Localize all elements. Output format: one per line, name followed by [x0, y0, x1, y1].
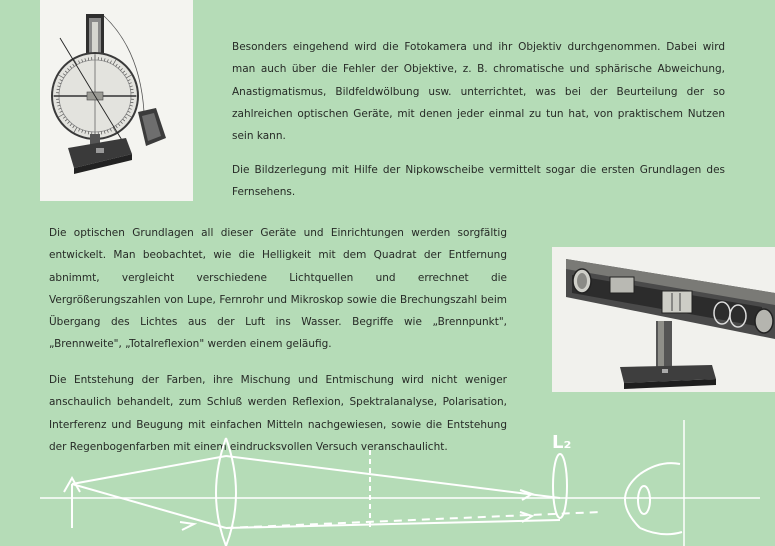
- paragraph-nipkow-disc: Die Bildzerlegung mit Hilfe der Nipkowscheibe vermittelt sogar die ersten Grundlagen des Fernsehens.: [232, 164, 725, 199]
- ray-converging-bottom: [226, 520, 560, 528]
- ray-diagram-lines: [40, 420, 760, 546]
- lens-ray-diagram: [0, 420, 775, 546]
- ray-top: [72, 456, 226, 484]
- paragraph-optical-foundations: Die optischen Grundlagen all dieser Geräte und Einrichtungen werden sorgfältig entwickelt. Man beobachtet, wie die Helligkeit mit dem Quadrat der Entfernung abnimmt, vergleicht verschiedene Lichtquellen und errechnet die Vergrößerungszahlen von Lupe, Fernrohr und Mikroskop sowie die Brechungszahl beim Übergang des Lichtes aus der Luft ins Wasser. Begriffe wie „Brennpunkt", „Brennweite", „Totalreflexion" werden einem geläufig.: [49, 227, 507, 351]
- lens-two-label: L₂: [552, 432, 572, 453]
- paragraph-colors: Die Entstehung der Farben, ihre Mischung und Entmischung wird nicht weniger anschaulich behandelt, zum Schluß werden Reflexion, Spektralanalyse, Polarisation, Interferenz und Beugung mit einfachen Mitteln nachgewiesen, sowie die Entstehung der Regenbogenfarben mit einem eindrucksvollen Versuch veranschaulicht.: [49, 374, 507, 453]
- lens-one-left-surface: [226, 438, 236, 546]
- paragraph-camera-lens: Besonders eingehend wird die Fotokamera und ihr Objektiv durchgenommen. Dabei wird man auch über die Fehler der Objektive, z. B. chromatische und sphärische Abweichung, Anastigmatismus, Bildfeldwölbung usw. unterrichtet, was bei der Beurteilung der so zahlreichen optischen Geräte, mit denen jeder einmal zu tun hat, von praktischem Nutzen sein kann.: [232, 41, 725, 143]
- lens-one-right-surface: [216, 438, 226, 546]
- ray-bottom: [72, 484, 226, 528]
- eye-upper-lid: [640, 463, 680, 474]
- optical-disc-apparatus-photo: [40, 0, 193, 201]
- eye-lower-lid: [640, 528, 682, 534]
- optical-disc-apparatus-illustration: [40, 0, 193, 201]
- eye-lens: [638, 486, 650, 514]
- ray-arrow-left: [180, 522, 194, 530]
- ray-converging-top: [226, 456, 560, 498]
- optical-bench-photo: [552, 247, 775, 392]
- optical-bench-illustration: [552, 247, 775, 392]
- lens-two: [553, 454, 567, 518]
